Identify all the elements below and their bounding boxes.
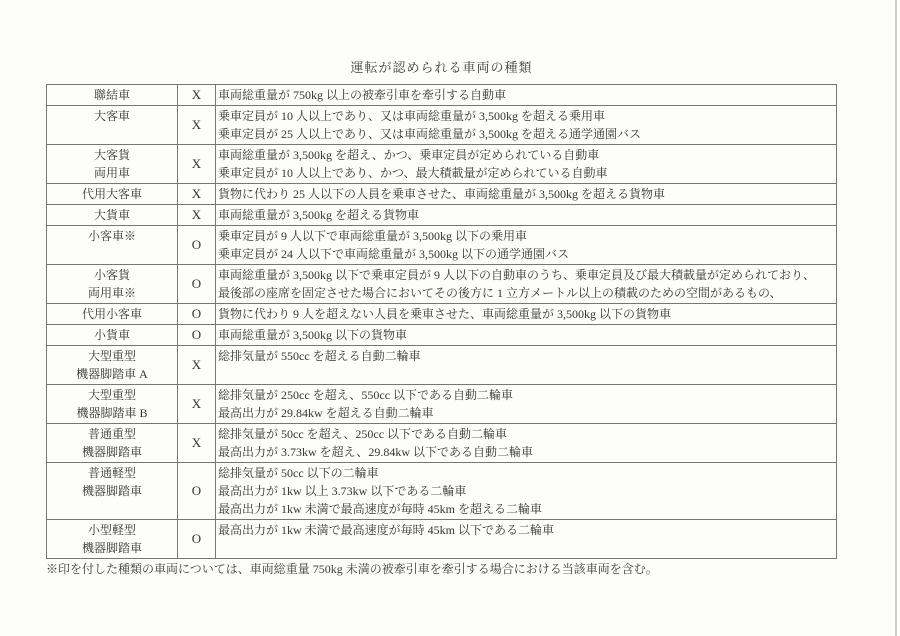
vehicle-name-line: 両用車※ bbox=[87, 286, 136, 300]
vehicle-desc-cell bbox=[216, 85, 837, 106]
vehicle-name-line: 機器脚踏車 B bbox=[76, 406, 148, 420]
vehicle-desc-cell bbox=[216, 184, 837, 205]
vehicle-desc-cell bbox=[216, 304, 837, 325]
vehicle-name-cell bbox=[47, 520, 178, 559]
vehicle-name-line: 小客車※ bbox=[87, 229, 136, 243]
vehicle-desc-cell bbox=[216, 205, 837, 226]
table-row bbox=[47, 325, 837, 346]
vehicle-name-line: 普通重型 bbox=[87, 427, 136, 441]
table-row bbox=[47, 520, 837, 559]
table-row bbox=[47, 205, 837, 226]
vehicle-name-cell bbox=[47, 205, 178, 226]
vehicle-name-line: 機器脚踏車 bbox=[81, 541, 142, 555]
vehicle-name-cell bbox=[47, 424, 178, 463]
vehicle-name-line: 大型重型 bbox=[87, 388, 136, 402]
permission-mark: X bbox=[178, 424, 216, 463]
vehicle-name-cell bbox=[47, 145, 178, 184]
vehicle-desc-line: 貨物に代わり 25 人以下の人員を乗車させた、車両総重量が 3,500kg を超える貨物車 bbox=[218, 187, 666, 201]
vehicle-desc-cell bbox=[216, 385, 837, 424]
permission-mark: O bbox=[178, 304, 216, 325]
permission-mark: O bbox=[178, 520, 216, 559]
table-row bbox=[47, 226, 837, 265]
vehicle-desc-cell bbox=[216, 325, 837, 346]
vehicle-name-cell bbox=[47, 226, 178, 265]
vehicle-name-line: 大貨車 bbox=[93, 208, 130, 222]
footnote: ※印を付した種類の車両については、車両総重量 750kg 未満の被牽引車を牽引する場合における当該車両を含む。 bbox=[46, 562, 658, 576]
vehicle-name-cell bbox=[47, 385, 178, 424]
permission-mark: X bbox=[178, 385, 216, 424]
vehicle-desc-line: 最高出力が 1kw 未満で最高速度が毎時 45km 以下である二輪車 bbox=[218, 523, 555, 537]
vehicle-desc-cell bbox=[216, 346, 837, 385]
vehicle-desc-cell bbox=[216, 520, 837, 559]
vehicle-desc-line: 貨物に代わり 9 人を超えない人員を乗車させた、車両総重量が 3,500kg 以下の貨物車 bbox=[218, 307, 672, 321]
vehicle-desc-line: 車両総重量が 3,500kg 以下の貨物車 bbox=[218, 328, 408, 342]
vehicle-name-line: 聯結車 bbox=[93, 88, 130, 102]
vehicle-desc-cell bbox=[216, 463, 837, 520]
permission-mark: O bbox=[178, 325, 216, 346]
vehicle-desc-line: 車両総重量が 3,500kg 以下で乗車定員が 9 人以下の自動車のうち、乗車定員及び最大積載量が定められており、 bbox=[218, 268, 816, 282]
vehicle-name-cell bbox=[47, 265, 178, 304]
permission-mark: X bbox=[178, 346, 216, 385]
vehicle-types-table bbox=[46, 84, 837, 559]
vehicle-desc-line: 総排気量が 50cc 以下の二輪車 bbox=[218, 466, 379, 480]
table-row bbox=[47, 463, 837, 520]
vehicle-table-body bbox=[47, 85, 837, 559]
vehicle-desc-line: 総排気量が 250cc を超え、550cc 以下である自動二輪車 bbox=[218, 388, 514, 402]
table-row bbox=[47, 424, 837, 463]
table-row bbox=[47, 106, 837, 145]
vehicle-desc-line: 乗車定員が 10 人以上であり、かつ、最大積載量が定められている自動車 bbox=[218, 166, 608, 180]
vehicle-name-line: 代用大客車 bbox=[81, 187, 142, 201]
vehicle-name-cell bbox=[47, 184, 178, 205]
vehicle-desc-cell bbox=[216, 106, 837, 145]
vehicle-desc-line: 最後部の座席を固定させた場合においてその後方に 1 立方メートル以上の積載のための空間があるもの、 bbox=[218, 286, 782, 300]
vehicle-name-line: 普通軽型 bbox=[87, 466, 136, 480]
vehicle-desc-line: 最高出力が 1kw 以上 3.73kw 以下である二輪車 bbox=[218, 484, 467, 498]
permission-mark: X bbox=[178, 205, 216, 226]
vehicle-desc-line: 最高出力が 3.73kw を超え、29.84kw 以下である自動二輪車 bbox=[218, 445, 534, 459]
vehicle-desc-line: 最高出力が 29.84kw を超える自動二輪車 bbox=[218, 406, 434, 420]
vehicle-desc-cell bbox=[216, 145, 837, 184]
vehicle-name-line: 機器脚踏車 A bbox=[76, 367, 148, 381]
scan-edge-line bbox=[895, 0, 897, 636]
vehicle-name-cell bbox=[47, 304, 178, 325]
table-row bbox=[47, 304, 837, 325]
vehicle-desc-line: 最高出力が 1kw 未満で最高速度が毎時 45km を超える二輪車 bbox=[218, 502, 543, 516]
table-row bbox=[47, 385, 837, 424]
permission-mark: O bbox=[178, 226, 216, 265]
vehicle-desc-line: 乗車定員が 25 人以上であり、又は車両総重量が 3,500kg を超える通学通園バス bbox=[218, 127, 642, 141]
vehicle-name-line: 小貨車 bbox=[93, 328, 130, 342]
table-row bbox=[47, 85, 837, 106]
table-row bbox=[47, 265, 837, 304]
table-row bbox=[47, 184, 837, 205]
vehicle-name-cell bbox=[47, 463, 178, 520]
permission-mark: X bbox=[178, 184, 216, 205]
page-title: 運転が認められる車両の種類 bbox=[350, 60, 533, 75]
vehicle-desc-line: 乗車定員が 9 人以下で車両総重量が 3,500kg 以下の乗用車 bbox=[218, 229, 528, 243]
permission-mark: X bbox=[178, 85, 216, 106]
vehicle-name-line: 大型重型 bbox=[87, 349, 136, 363]
vehicle-name-cell bbox=[47, 346, 178, 385]
permission-mark: X bbox=[178, 145, 216, 184]
vehicle-name-cell bbox=[47, 106, 178, 145]
vehicle-name-line: 小客貨 bbox=[93, 268, 130, 282]
vehicle-desc-line: 乗車定員が 10 人以上であり、又は車両総重量が 3,500kg を超える乗用車 bbox=[218, 109, 606, 123]
permission-mark: O bbox=[178, 463, 216, 520]
table-row bbox=[47, 145, 837, 184]
table-row bbox=[47, 346, 837, 385]
vehicle-desc-line: 総排気量が 50cc を超え、250cc 以下である自動二輪車 bbox=[218, 427, 508, 441]
permission-mark: O bbox=[178, 265, 216, 304]
vehicle-name-line: 大客車 bbox=[93, 109, 130, 123]
vehicle-desc-line: 車両総重量が 3,500kg を超え、かつ、乗車定員が定められている自動車 bbox=[218, 148, 600, 162]
vehicle-name-cell bbox=[47, 85, 178, 106]
vehicle-desc-line: 車両総重量が 750kg 以上の被牽引車を牽引する自動車 bbox=[218, 88, 507, 102]
vehicle-desc-line: 総排気量が 550cc を超える自動二輪車 bbox=[218, 349, 421, 363]
vehicle-desc-cell bbox=[216, 424, 837, 463]
permission-mark: X bbox=[178, 106, 216, 145]
vehicle-name-line: 小型軽型 bbox=[87, 523, 136, 537]
vehicle-name-line: 両用車 bbox=[93, 166, 130, 180]
vehicle-name-line: 機器脚踏車 bbox=[81, 484, 142, 498]
vehicle-name-line: 大客貨 bbox=[93, 148, 130, 162]
vehicle-name-cell bbox=[47, 325, 178, 346]
vehicle-desc-line: 乗車定員が 24 人以下で車両総重量が 3,500kg 以下の通学通園バス bbox=[218, 247, 570, 261]
vehicle-desc-cell bbox=[216, 226, 837, 265]
vehicle-desc-cell bbox=[216, 265, 837, 304]
vehicle-name-line: 機器脚踏車 bbox=[81, 445, 142, 459]
vehicle-desc-line: 車両総重量が 3,500kg を超える貨物車 bbox=[218, 208, 420, 222]
vehicle-name-line: 代用小客車 bbox=[81, 307, 142, 321]
